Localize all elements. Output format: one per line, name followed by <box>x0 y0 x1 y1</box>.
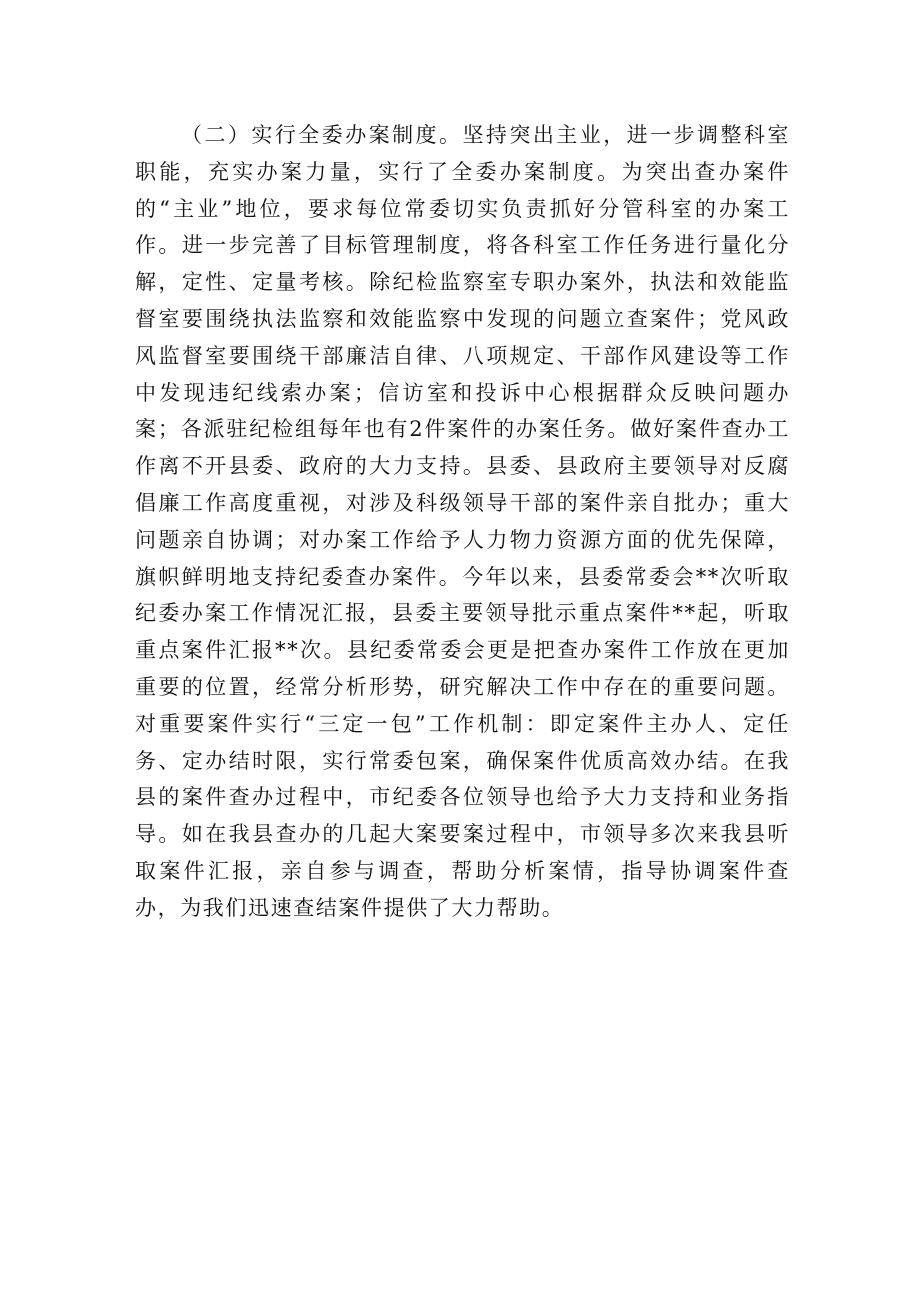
body-paragraph: （二）实行全委办案制度。坚持突出主业，进一步调整科室职能，充实办案力量，实行了全委办案制度。为突出查办案件的“主业”地位，要求每位常委切实负责抓好分管科室的办案工作。进一步完善了目标管理制度，将各科室工作任务进行量化分解，定性、定量考核。除纪检监察室专职办案外，执法和效能监督室要围绕执法监察和效能监察中发现的问题立查案件；党风政风监督室要围绕干部廉洁自律、八项规定、干部作风建设等工作中发现违纪线索办案；信访室和投诉中心根据群众反映问题办案；各派驻纪检组每年也有2件案件的办案任务。做好案件查办工作离不开县委、政府的大力支持。县委、县政府主要领导对反腐倡廉工作高度重视，对涉及科级领导干部的案件亲自批办；重大问题亲自协调；对办案工作给予人力物力资源方面的优先保障，旗帜鲜明地支持纪委查办案件。今年以来，县委常委会**次听取纪委办案工作情况汇报，县委主要领导批示重点案件**起，听取重点案件汇报**次。县纪委常委会更是把查办案件工作放在更加重要的位置，经常分析形势，研究解决工作中存在的重要问题。对重要案件实行“三定一包”工作机制：即定案件主办人、定任务、定办结时限，实行常委包案，确保案件优质高效办结。在我县的案件查办过程中，市纪委各位领导也给予大力支持和业务指导。如在我县查办的几起大案要案过程中，市领导多次来我县听取案件汇报，亲自参与调查，帮助分析案情，指导协调案件查办，为我们迅速查结案件提供了大力帮助。 <box>135 123 790 920</box>
